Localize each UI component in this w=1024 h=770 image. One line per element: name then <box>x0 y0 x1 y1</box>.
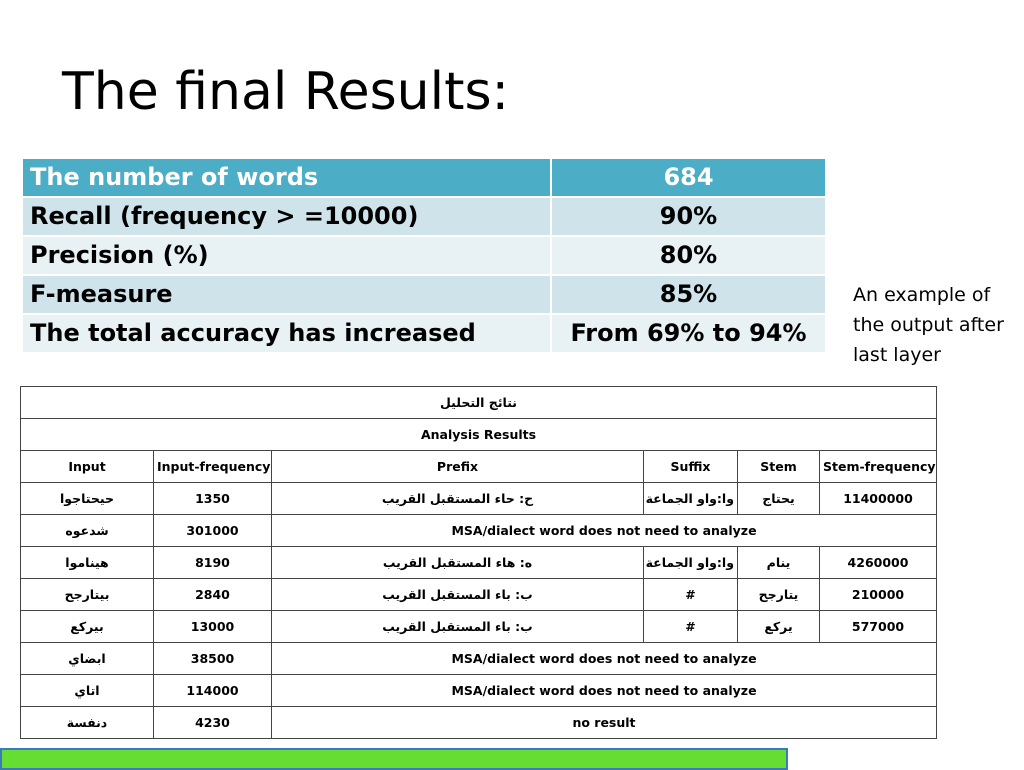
cell-stem-frequency: 210000 <box>820 579 937 611</box>
cell-input: حيحتاجوا <box>21 483 154 515</box>
summary-label: F-measure <box>22 275 551 314</box>
summary-row <box>22 197 826 236</box>
analysis-row <box>21 611 937 643</box>
cell-stem-frequency: 4260000 <box>820 547 937 579</box>
summary-value: 684 <box>551 158 826 197</box>
summary-label: The total accuracy has increased <box>22 314 551 353</box>
analysis-title-en: Analysis Results <box>21 419 937 451</box>
cell-input-frequency: 4230 <box>154 707 272 739</box>
summary-label: Precision (%) <box>22 236 551 275</box>
analysis-row <box>21 579 937 611</box>
cell-input-frequency: 13000 <box>154 611 272 643</box>
green-bar <box>0 748 788 770</box>
output-example-note: An example of the output after last layer <box>853 284 1004 366</box>
cell-suffix: # <box>644 611 738 643</box>
analysis-row <box>21 483 937 515</box>
header-input: Input <box>21 451 154 483</box>
header-prefix: Prefix <box>272 451 644 483</box>
cell-input-frequency: 1350 <box>154 483 272 515</box>
summary-label: Recall (frequency > =10000) <box>22 197 551 236</box>
cell-input: اتاي <box>21 675 154 707</box>
analysis-header-row <box>21 451 937 483</box>
header-input-frequency: Input-frequency <box>154 451 272 483</box>
cell-suffix: وا:واو الجماعة <box>644 547 738 579</box>
analysis-row <box>21 547 937 579</box>
cell-input: بيركع <box>21 611 154 643</box>
analysis-table <box>20 386 937 739</box>
analysis-row <box>21 675 937 707</box>
analysis-title-ar: نتائج التحليل <box>21 387 937 419</box>
cell-message: MSA/dialect word does not need to analyze <box>272 643 937 675</box>
cell-prefix: ب: باء المستقبل القريب <box>272 579 644 611</box>
cell-input: دنفسة <box>21 707 154 739</box>
slide-title: The final Results: <box>62 62 510 122</box>
cell-input: بيتارجح <box>21 579 154 611</box>
cell-stem-frequency: 577000 <box>820 611 937 643</box>
summary-table <box>21 157 827 354</box>
summary-row <box>22 314 826 353</box>
header-suffix: Suffix <box>644 451 738 483</box>
analysis-row <box>21 515 937 547</box>
cell-prefix: ب: باء المستقبل القريب <box>272 611 644 643</box>
cell-suffix: وا:واو الجماعة <box>644 483 738 515</box>
cell-message: no result <box>272 707 937 739</box>
cell-prefix: ه: هاء المستقبل القريب <box>272 547 644 579</box>
cell-stem: يتارجح <box>738 579 820 611</box>
summary-value: From 69% to 94% <box>551 314 826 353</box>
summary-row <box>22 275 826 314</box>
analysis-row <box>21 707 937 739</box>
cell-stem: ينام <box>738 547 820 579</box>
cell-input: شدعوه <box>21 515 154 547</box>
cell-prefix: ح: حاء المستقبل القريب <box>272 483 644 515</box>
cell-message: MSA/dialect word does not need to analyze <box>272 675 937 707</box>
cell-input-frequency: 301000 <box>154 515 272 547</box>
cell-stem: يركع <box>738 611 820 643</box>
analysis-row <box>21 643 937 675</box>
cell-input-frequency: 8190 <box>154 547 272 579</box>
cell-input-frequency: 2840 <box>154 579 272 611</box>
cell-input: ابضاي <box>21 643 154 675</box>
cell-stem-frequency: 11400000 <box>820 483 937 515</box>
cell-suffix: # <box>644 579 738 611</box>
analysis-title-ar-row <box>21 387 937 419</box>
header-stem: Stem <box>738 451 820 483</box>
summary-value: 90% <box>551 197 826 236</box>
analysis-title-en-row <box>21 419 937 451</box>
header-stem-frequency: Stem-frequency <box>820 451 937 483</box>
cell-stem: يحتاج <box>738 483 820 515</box>
cell-message: MSA/dialect word does not need to analyze <box>272 515 937 547</box>
cell-input: هيناموا <box>21 547 154 579</box>
summary-value: 85% <box>551 275 826 314</box>
cell-input-frequency: 114000 <box>154 675 272 707</box>
cell-input-frequency: 38500 <box>154 643 272 675</box>
summary-row <box>22 236 826 275</box>
summary-value: 80% <box>551 236 826 275</box>
summary-label: The number of words <box>22 158 551 197</box>
summary-row <box>22 158 826 197</box>
